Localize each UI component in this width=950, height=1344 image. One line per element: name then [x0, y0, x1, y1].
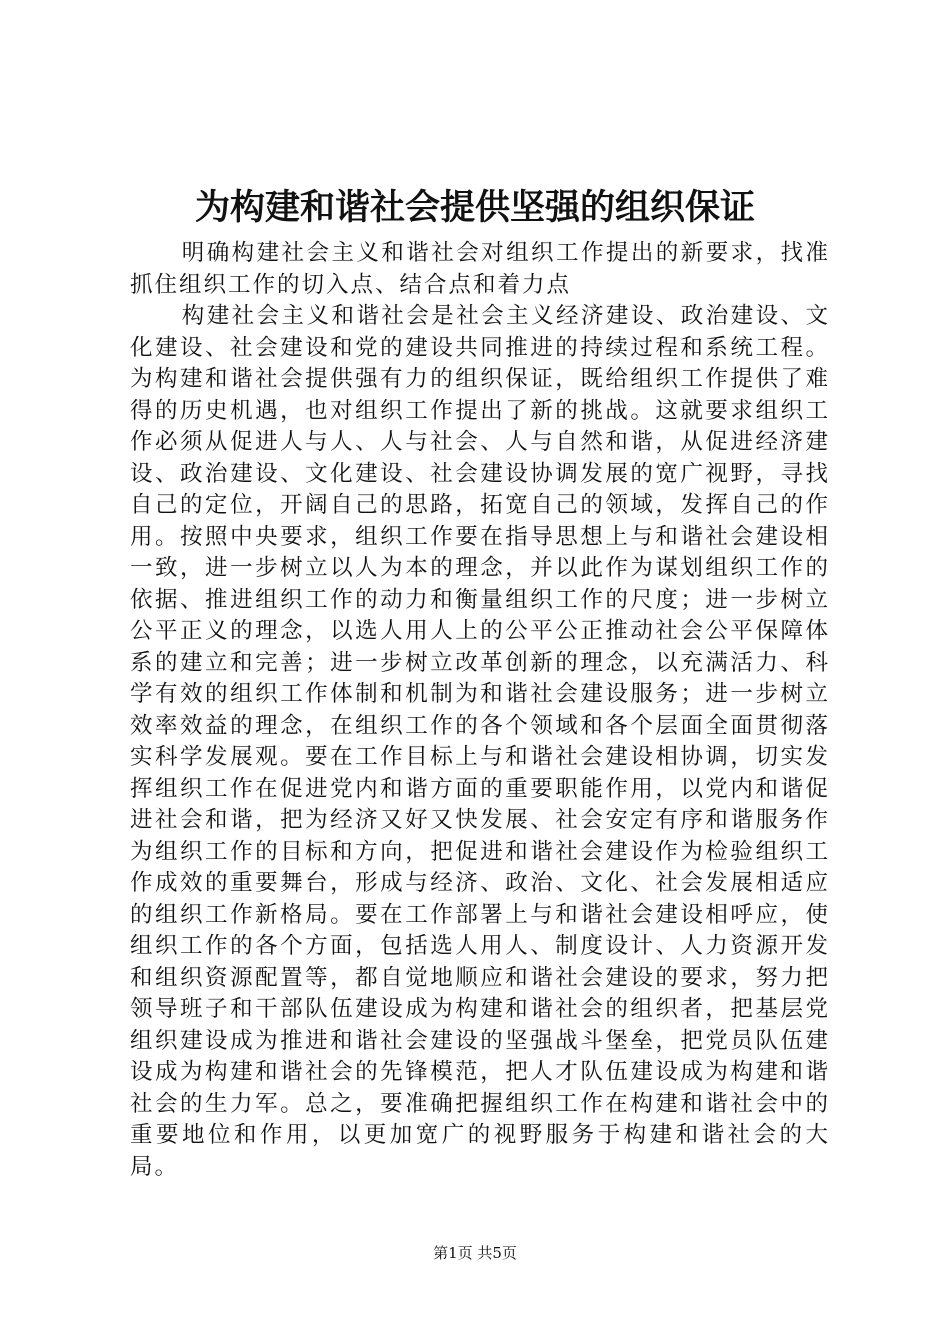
- page-number-label: 第1页 共5页: [433, 1244, 517, 1262]
- document-body: [130, 238, 830, 1183]
- page-footer: [0, 1243, 950, 1263]
- paragraph-subheading: 明确构建社会主义和谐社会对组织工作提出的新要求，找准抓住组织工作的切入点、结合点和着力点: [130, 240, 830, 298]
- paragraph-main: 构建社会主义和谐社会是社会主义经济建设、政治建设、文化建设、社会建设和党的建设共同推进的持续过程和系统工程。为构建和谐社会提供强有力的组织保证，既给组织工作提供了难得的历史机遇，也对组织工作提出了新的挑战。这就要求组织工作必须从促进人与人、人与社会、人与自然和谐，从促进经济建设、政治建设、文化建设、社会建设协调发展的宽广视野，寻找自己的定位，开阔自己的思路，拓宽自己的领域，发挥自己的作用。按照中央要求，组织工作要在指导思想上与和谐社会建设相一致，进一步树立以人为本的理念，并以此作为谋划组织工作的依据、推进组织工作的动力和衡量组织工作的尺度；进一步树立公平正义的理念，以选人用人上的公平公正推动社会公平保障体系的建立和完善；进一步树立改革创新的理念，以充满活力、科学有效的组织工作体制和机制为和谐社会建设服务；进一步树立效率效益的理念，在组织工作的各个领域和各个层面全面贯彻落实科学发展观。要在工作目标上与和谐社会建设相协调，切实发挥组织工作在促进党内和谐方面的重要职能作用，以党内和谐促进社会和谐，把为经济又好又快发展、社会安定有序和谐服务作为组织工作的目标和方向，把促进和谐社会建设作为检验组织工作成效的重要舞台，形成与经济、政治、文化、社会发展相适应的组织工作新格局。要在工作部署上与和谐社会建设相呼应，使组织工作的各个方面，包括选人用人、制度设计、人力资源开发和组织资源配置等，都自觉地顺应和谐社会建设的要求，努力把领导班子和干部队伍建设成为构建和谐社会的组织者，把基层党组织建设成为推进和谐社会建设的坚强战斗堡垒，把党员队伍建设成为构建和谐社会的先锋模范，把人才队伍建设成为构建和谐社会的生力军。总之，要准确把握组织工作在构建和谐社会中的重要地位和作用，以更加宽广的视野服务于构建和谐社会的大局。: [130, 303, 830, 1180]
- document-title: 为构建和谐社会提供坚强的组织保证: [194, 187, 755, 228]
